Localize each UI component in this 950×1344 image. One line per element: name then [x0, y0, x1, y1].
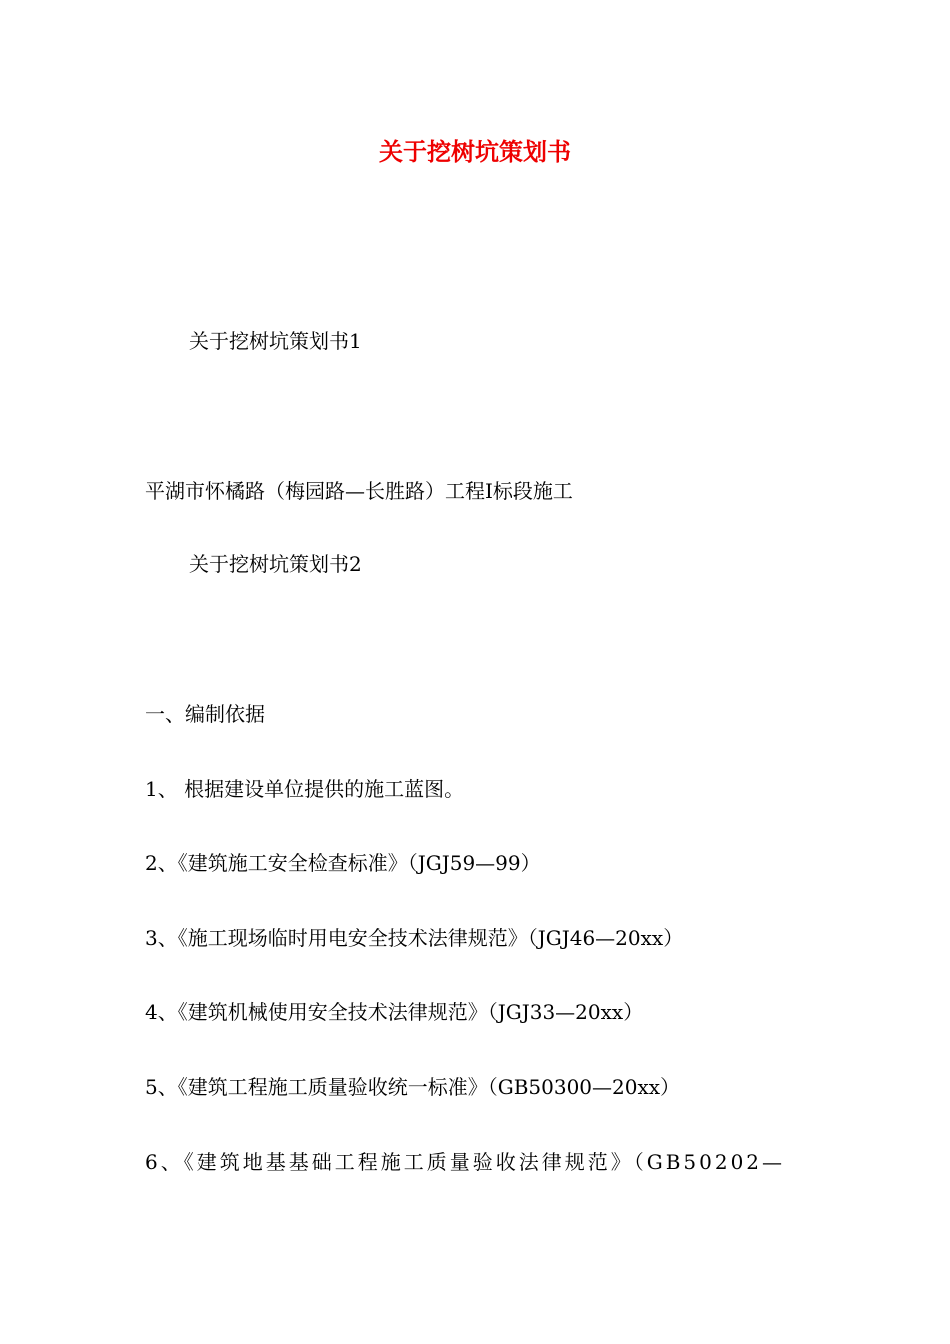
document-title: 关于挖树坑策划书 [379, 137, 571, 166]
basis-heading: 一、编制依据 [145, 702, 265, 726]
basis-item-1: 1、 根据建设单位提供的施工蓝图。 [145, 777, 465, 801]
basis-item-2: 2、《建筑施工安全检查标准》（JGJ59—99） [145, 851, 541, 875]
section-heading-1: 关于挖树坑策划书1 [189, 329, 362, 353]
basis-item-3: 3、《施工现场临时用电安全技术法律规范》（JGJ46—20xx） [145, 926, 684, 950]
basis-item-4: 4、《建筑机械使用安全技术法律规范》（JGJ33—20xx） [145, 1000, 644, 1024]
section-heading-2: 关于挖树坑策划书2 [189, 552, 362, 576]
basis-item-5: 5、《建筑工程施工质量验收统一标准》（GB50300—20xx） [145, 1075, 681, 1099]
basis-item-6: 6、《建筑地基基础工程施工质量验收法律规范》（GB50202— [145, 1150, 786, 1174]
project-name-paragraph: 平湖市怀橘路（梅园路—长胜路）工程Ⅰ标段施工 [145, 479, 573, 503]
